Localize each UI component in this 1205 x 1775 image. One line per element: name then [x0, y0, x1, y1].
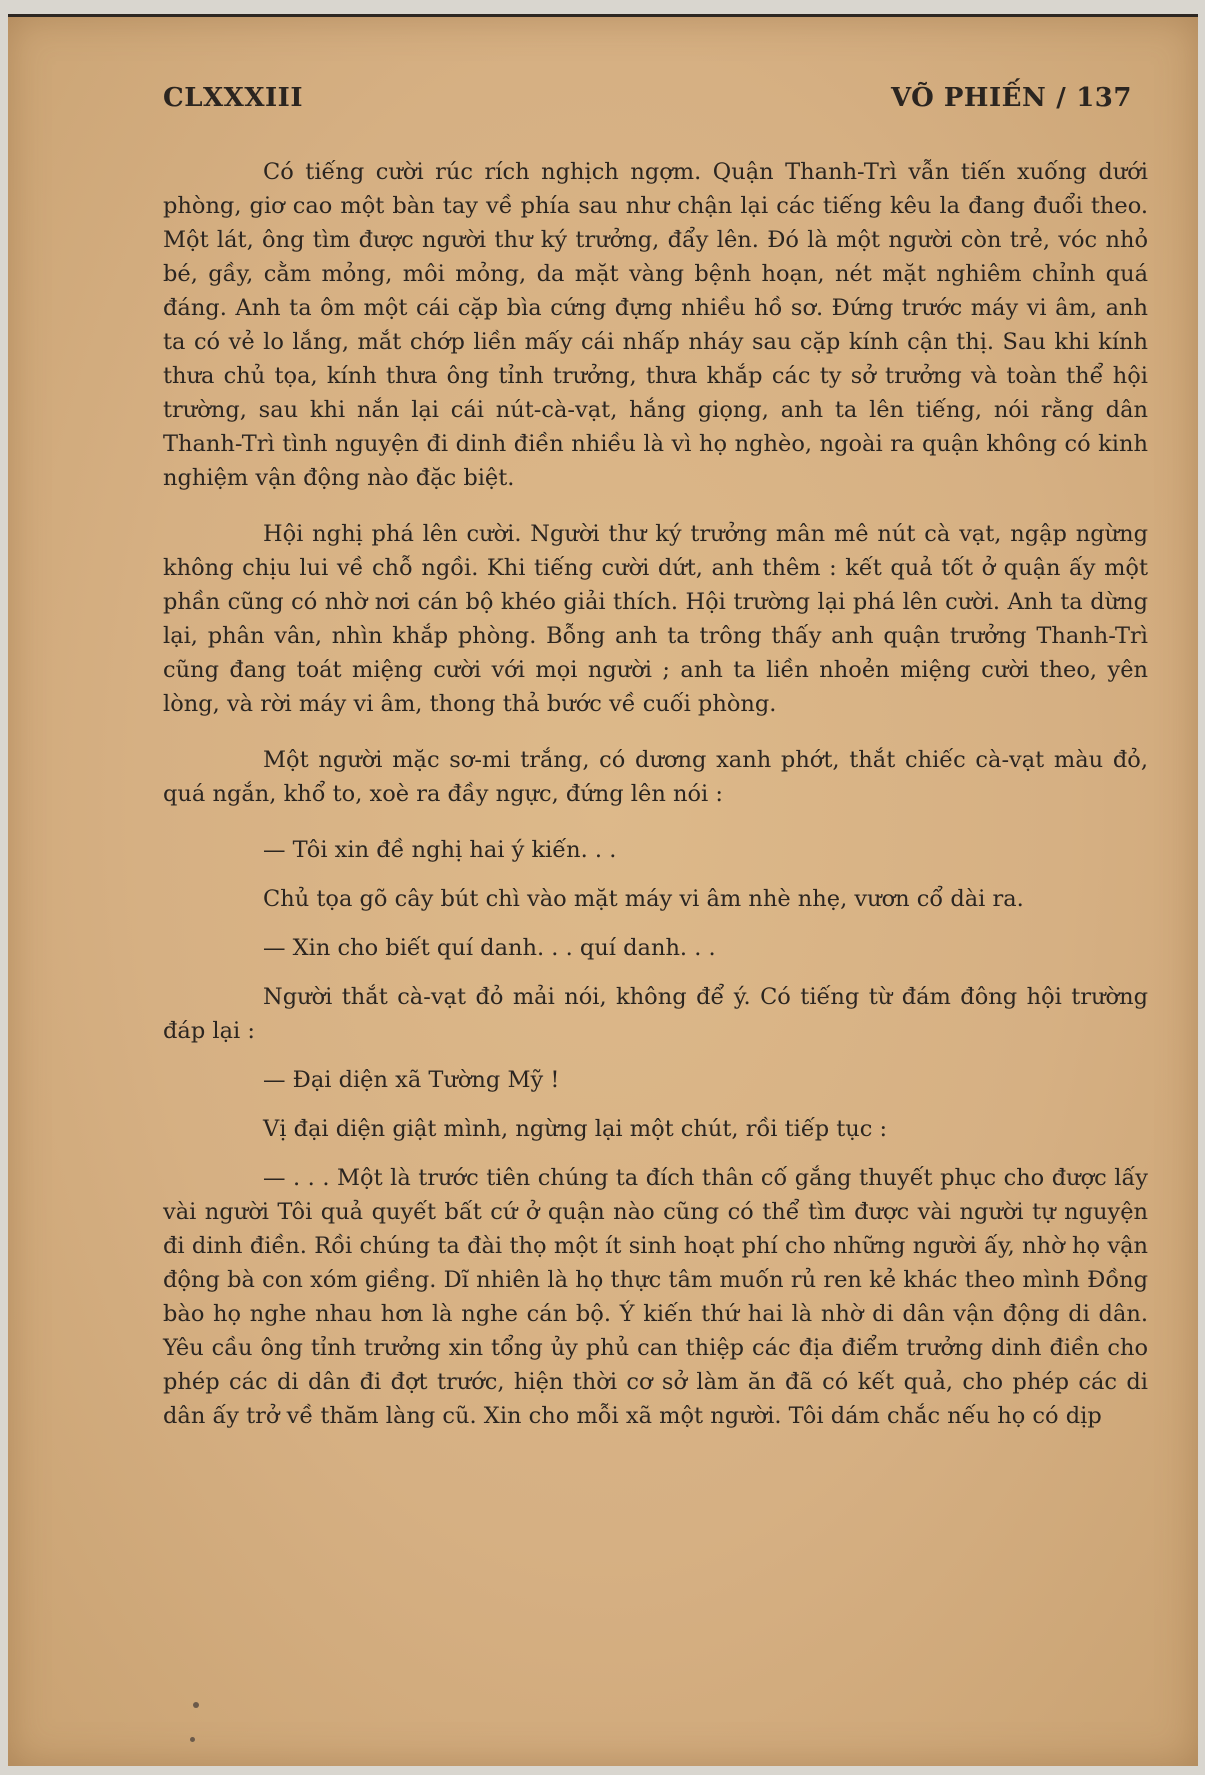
- chapter-number: CLXXXIII: [163, 83, 303, 113]
- page-number: 137: [1076, 83, 1132, 113]
- header-separator: /: [1056, 83, 1067, 113]
- paragraph: Vị đại diện giật mình, ngừng lại một chút, rồi tiếp tục :: [263, 1116, 888, 1142]
- dialogue-line: — Tôi xin đề nghị hai ý kiến. . .: [263, 837, 617, 863]
- paper-speck: [193, 1702, 199, 1708]
- paragraph: Có tiếng cười rúc rích nghịch ngợm. Quận Thanh-Trì vẫn tiến xuống dưới phòng, giơ cao một bàn tay về phía sau như chận lại các tiếng kêu la đang đuổi theo. Một lát, ông tìm được người thư ký trưởng, đẩy lên. Đó là một người còn trẻ, vóc nhỏ bé, gầy, cằm mỏng, môi mỏng, da mặt vàng bệnh hoạn, nét mặt nghiêm chỉnh quá đáng. Anh ta ôm một cái cặp bìa cứng đựng nhiều hồ sơ. Đứng trước máy vi âm, anh ta có vẻ lo lắng, mắt chớp liền mấy cái nhấp nháy sau cặp kính cận thị. Sau khi kính thưa chủ tọa, kính thưa ông tỉnh trưởng, thưa khắp các ty sở trưởng và toàn thể hội trường, sau khi nắn lại cái nút-cà-vạt, hắng giọng, anh ta lên tiếng, nói rằng dân Thanh-Trì tình nguyện đi dinh điền nhiều là vì họ nghèo, ngoài ra quận không có kinh nghiệm vận động nào đặc biệt.: [163, 159, 1148, 491]
- paragraph: Người thắt cà-vạt đỏ mải nói, không để ý. Có tiếng từ đám đông hội trường đáp lại :: [163, 984, 1148, 1044]
- dialogue-line: — Xin cho biết quí danh. . . quí danh. . .: [263, 935, 716, 961]
- paragraph: Chủ tọa gõ cây bút chì vào mặt máy vi âm nhè nhẹ, vươn cổ dài ra.: [263, 886, 1024, 912]
- dialogue-line: — Đại diện xã Tường Mỹ !: [263, 1067, 560, 1093]
- paragraph: Một người mặc sơ-mi trắng, có dương xanh phớt, thắt chiếc cà-vạt màu đỏ, quá ngắn, khổ to, xoè ra đầy ngực, đứng lên nói :: [163, 747, 1148, 807]
- paragraph: Hội nghị phá lên cười. Người thư ký trưởng mân mê nút cà vạt, ngập ngừng không chịu lui về chỗ ngồi. Khi tiếng cười dứt, anh thêm : kết quả tốt ở quận ấy một phần cũng có nhờ nơi cán bộ khéo giải thích. Hội trường lại phá lên cười. Anh ta dừng lại, phân vân, nhìn khắp phòng. Bỗng anh ta trông thấy anh quận trưởng Thanh-Trì cũng đang toát miệng cười với mọi người ; anh ta liền nhoẻn miệng cười theo, yên lòng, và rời máy vi âm, thong thả bước về cuối phòng.: [163, 521, 1148, 717]
- book-page: [8, 14, 1198, 1766]
- running-header: [163, 83, 1132, 113]
- paper-speck: [190, 1737, 195, 1742]
- dialogue-line: — . . . Một là trước tiên chúng ta đích thân cố gắng thuyết phục cho được lấy vài người Tôi quả quyết bất cứ ở quận nào cũng có thể tìm được vài người tự nguyện đi dinh điền. Rồi chúng ta đài thọ một ít sinh hoạt phí cho những người ấy, nhờ họ vận động bà con xóm giềng. Dĩ nhiên là họ thực tâm muốn rủ ren kẻ khác theo mình Đồng bào họ nghe nhau hơn là nghe cán bộ. Ý kiến thứ hai là nhờ di dân vận động di dân. Yêu cầu ông tỉnh trưởng xin tổng ủy phủ can thiệp các địa điểm trưởng dinh điền cho phép các di dân đi đợt trước, hiện thời cơ sở làm ăn đã có kết quả, cho phép các di dân ấy trở về thăm làng cũ. Xin cho mỗi xã một người. Tôi dám chắc nếu họ có dịp: [163, 1165, 1148, 1429]
- author-name: VÕ PHIẾN: [890, 83, 1047, 113]
- author-page: [881, 83, 1132, 113]
- page-body: [163, 155, 1148, 1433]
